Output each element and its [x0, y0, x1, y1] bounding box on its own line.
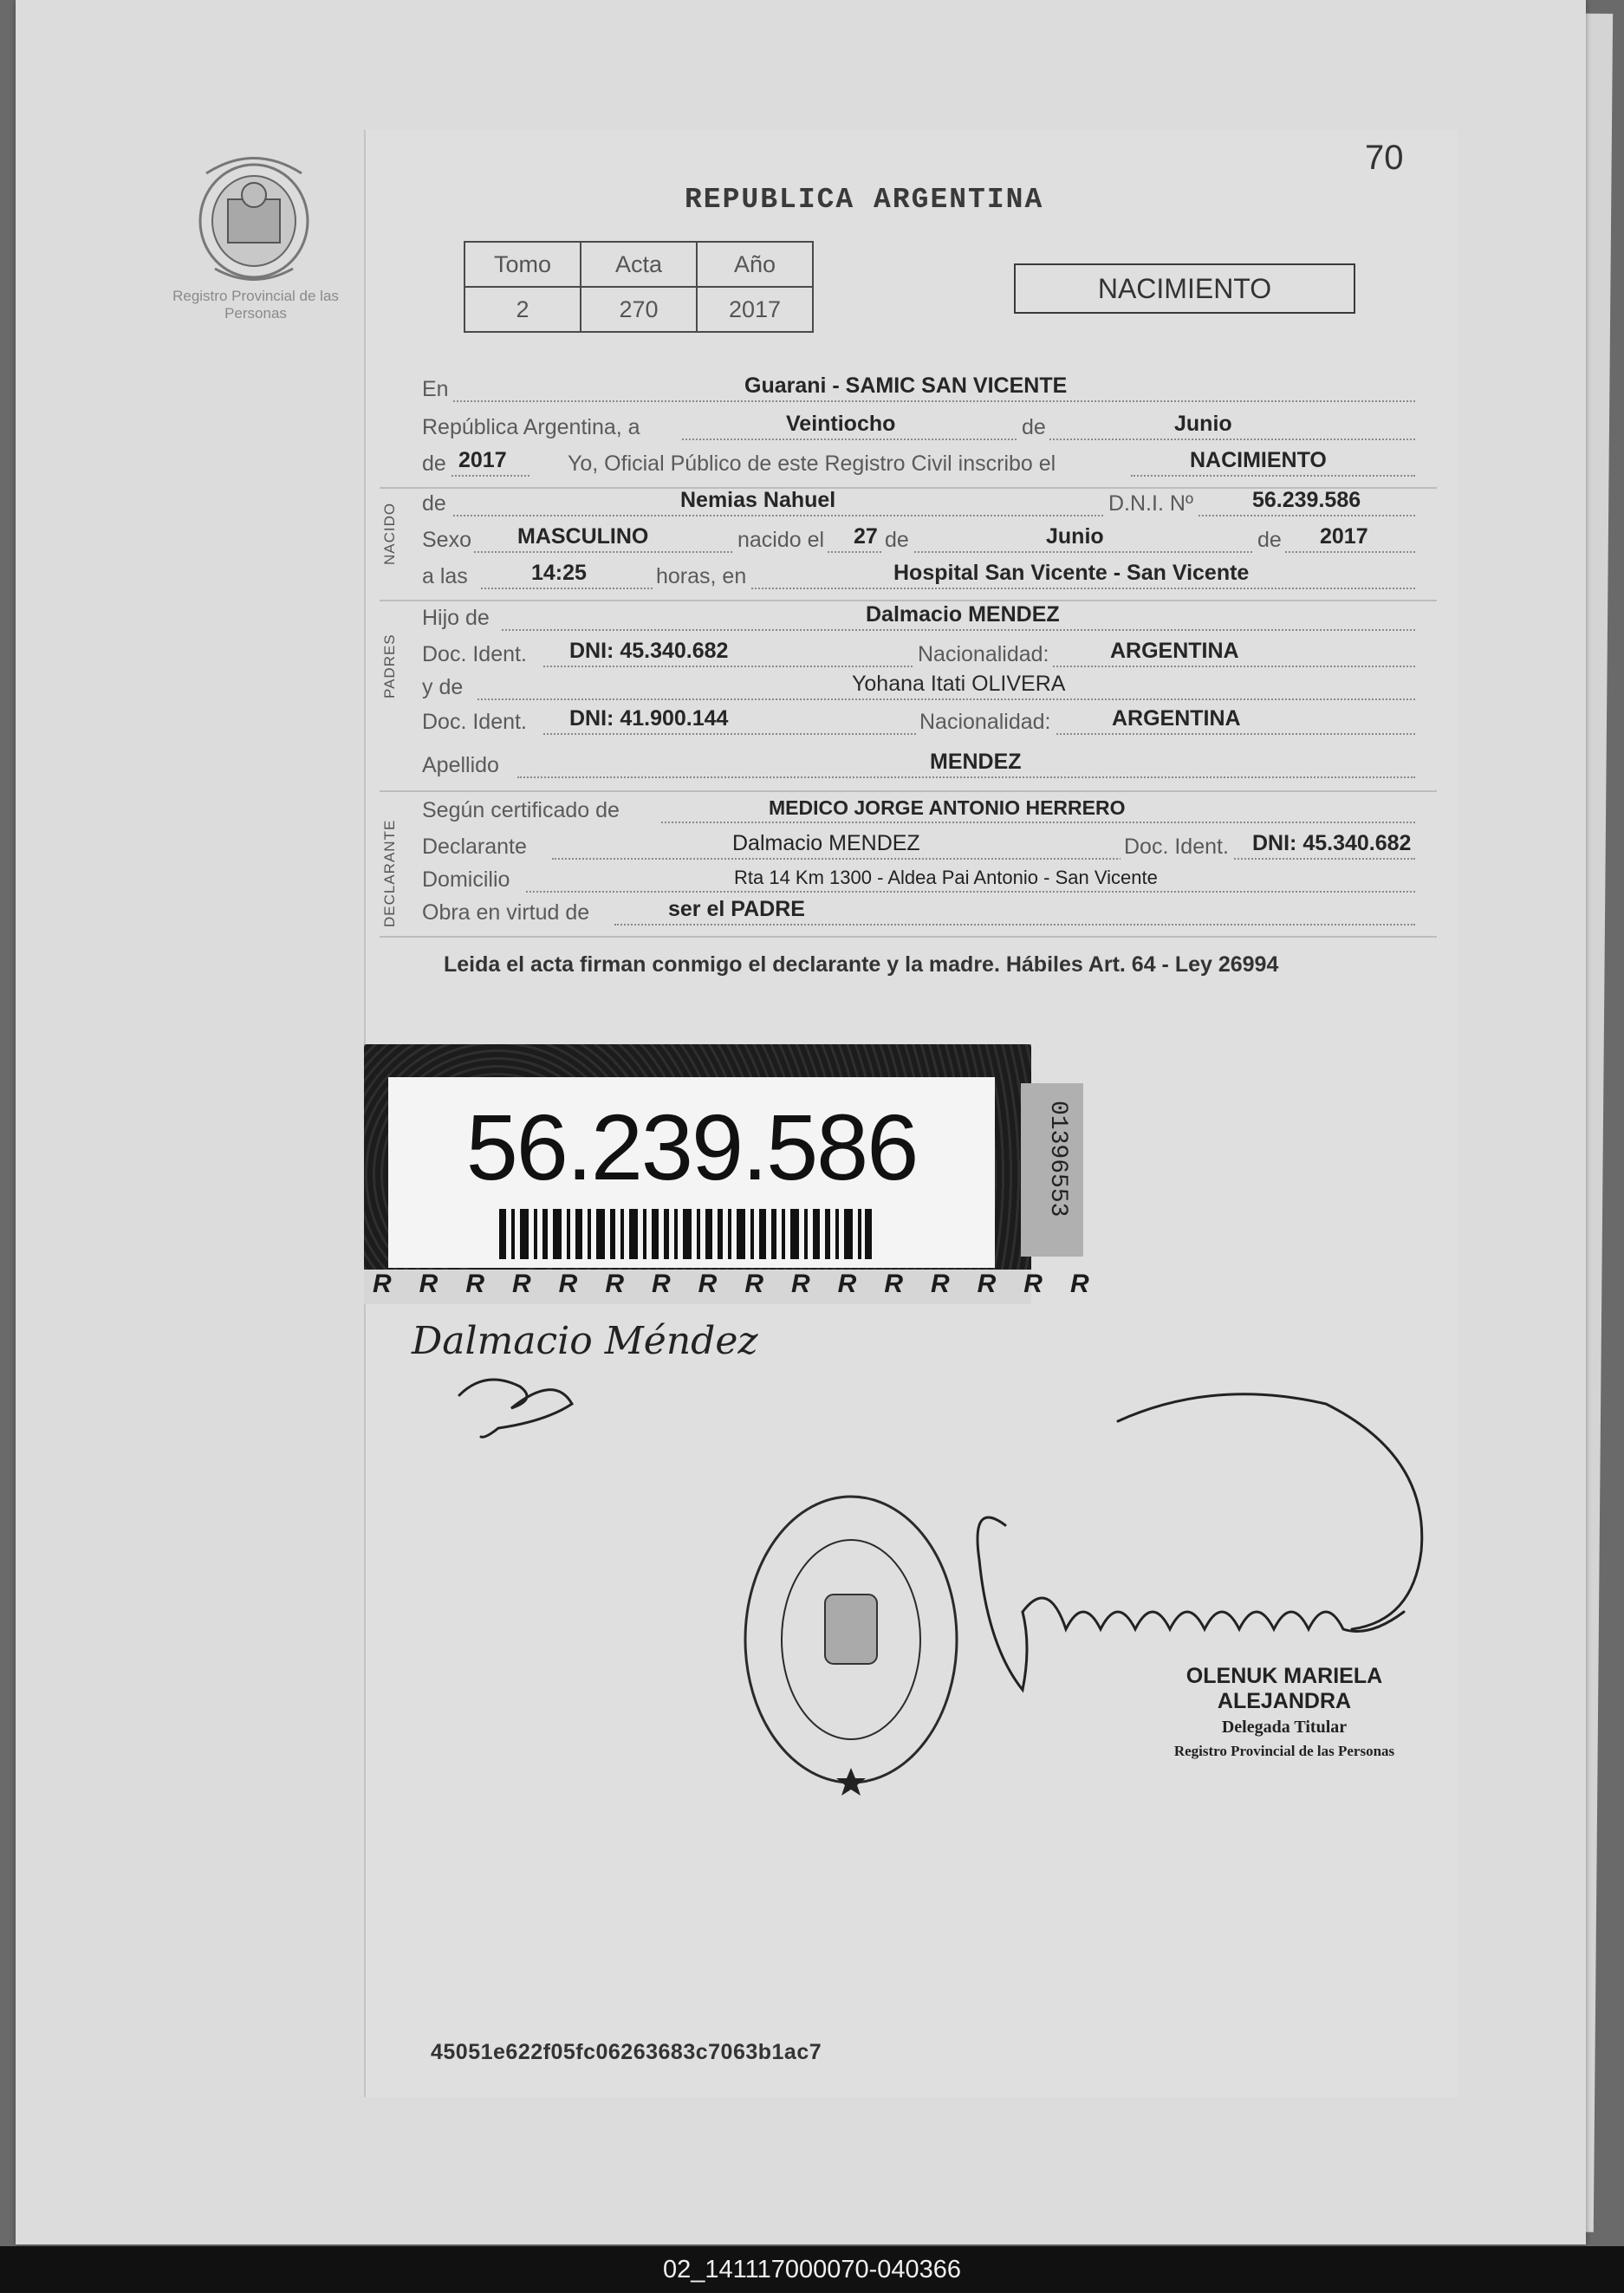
- tomo-value: 2: [464, 287, 581, 332]
- anio-header: Año: [697, 242, 813, 287]
- father-doc-label: Doc. Ident.: [422, 642, 527, 666]
- padres-section-label: PADRES: [381, 633, 398, 698]
- emblem-caption: Registro Provincial de las Personas: [172, 288, 339, 322]
- acta-value: 270: [581, 287, 697, 332]
- de2-label: de: [422, 451, 446, 476]
- a-las-label: a las: [422, 564, 468, 588]
- yde-label: y de: [422, 675, 464, 699]
- decl-label: Declarante: [422, 835, 527, 859]
- decl-doc: DNI: 45.340.682: [1252, 831, 1412, 855]
- mother-nationality: ARGENTINA: [1112, 706, 1241, 731]
- hospital-stamp: [745, 1497, 957, 1796]
- horas-label: horas, en: [653, 564, 750, 589]
- cert-value: MEDICO JORGE ANTONIO HERRERO: [769, 796, 1126, 819]
- day-words: Veintiocho: [786, 412, 896, 436]
- dni-sticker-number: 56.239.586: [465, 1095, 918, 1199]
- official-name: OLENUK MARIELA ALEJANDRA: [1186, 1664, 1383, 1713]
- sexo-label: Sexo: [422, 528, 471, 552]
- father-name: Dalmacio MENDEZ: [866, 602, 1060, 627]
- obra-value: ser el PADRE: [668, 897, 805, 921]
- yo-text: Yo, Oficial Público de este Registro Civil inscribo el: [568, 451, 1056, 476]
- apellido-value: MENDEZ: [930, 750, 1022, 774]
- de-year-label: de: [1254, 528, 1285, 553]
- birth-time: 14:25: [531, 561, 587, 585]
- cert-label: Según certificado de: [422, 798, 620, 822]
- en-label: En: [422, 377, 449, 401]
- act-type-box: NACIMIENTO: [1014, 263, 1355, 314]
- domicilio-value: Rta 14 Km 1300 - Aldea Pai Antonio - San Vicente: [734, 867, 1158, 888]
- nacido-el-label: nacido el: [734, 528, 828, 553]
- declarante-section-label: DECLARANTE: [381, 819, 398, 927]
- year-value: 2017: [458, 448, 507, 472]
- mother-doc-label: Doc. Ident.: [422, 710, 527, 734]
- official-org: Registro Provincial de las Personas: [1173, 1743, 1395, 1759]
- security-strip: RRRRRRRRRRRRRRRR: [364, 1270, 1031, 1304]
- birth-place: Hospital San Vicente - San Vicente: [893, 561, 1250, 585]
- apellido-label: Apellido: [422, 753, 499, 777]
- mother-nat-label: Nacionalidad:: [916, 710, 1055, 735]
- month-value: Junio: [1174, 412, 1232, 436]
- father-nat-label: Nacionalidad:: [914, 642, 1053, 667]
- inscribo-value: NACIMIENTO: [1190, 448, 1327, 472]
- birth-month: Junio: [1046, 524, 1104, 549]
- en-value: Guarani - SAMIC SAN VICENTE: [744, 374, 1068, 398]
- child-name: Nemias Nahuel: [680, 488, 836, 512]
- document-hash: 45051e622f05fc06263683c7063b1ac7: [431, 2040, 822, 2064]
- de-name-label: de: [422, 491, 446, 516]
- dni-label: D.N.I. Nº: [1105, 491, 1197, 516]
- birth-day: 27: [854, 524, 878, 549]
- official-signature: [978, 1394, 1422, 1690]
- anio-value: 2017: [697, 287, 813, 332]
- father-doc: DNI: 45.340.682: [569, 639, 729, 663]
- birth-year: 2017: [1320, 524, 1368, 549]
- obra-label: Obra en virtud de: [422, 900, 590, 925]
- sexo-value: MASCULINO: [517, 524, 649, 549]
- mother-doc: DNI: 41.900.144: [569, 706, 729, 731]
- father-nationality: ARGENTINA: [1110, 639, 1239, 663]
- de-month-label: de: [881, 528, 913, 553]
- mother-name: Yohana Itati OLIVERA: [852, 672, 1066, 696]
- tomo-header: Tomo: [464, 242, 581, 287]
- decl-doc-label: Doc. Ident.: [1121, 835, 1232, 860]
- official-role: Delegada Titular: [1221, 1718, 1348, 1737]
- folio-number: 70: [1365, 139, 1404, 177]
- country-title: REPUBLICA ARGENTINA: [685, 184, 1044, 216]
- official-signature-block: [1137, 1664, 1432, 1760]
- legal-footnote: Leida el acta firman conmigo el declarante y la madre. Hábiles Art. 64 - Ley 26994: [444, 952, 1279, 977]
- footer-id-bar: 02_141117000070-040366: [0, 2246, 1624, 2293]
- nacido-section-label: NACIDO: [381, 502, 398, 565]
- declarante-signature: [411, 1319, 758, 1437]
- acta-header: Acta: [581, 242, 697, 287]
- handwritten-name: Dalmacio Méndez: [412, 1319, 758, 1363]
- decl-value: Dalmacio MENDEZ: [732, 831, 920, 855]
- dom-label: Domicilio: [422, 867, 510, 892]
- hijo-label: Hijo de: [422, 606, 490, 630]
- de-label: de: [1018, 415, 1049, 440]
- serial-number: 01396553: [1044, 1101, 1071, 1218]
- rep-label: República Argentina, a: [422, 415, 640, 439]
- child-dni: 56.239.586: [1252, 488, 1361, 512]
